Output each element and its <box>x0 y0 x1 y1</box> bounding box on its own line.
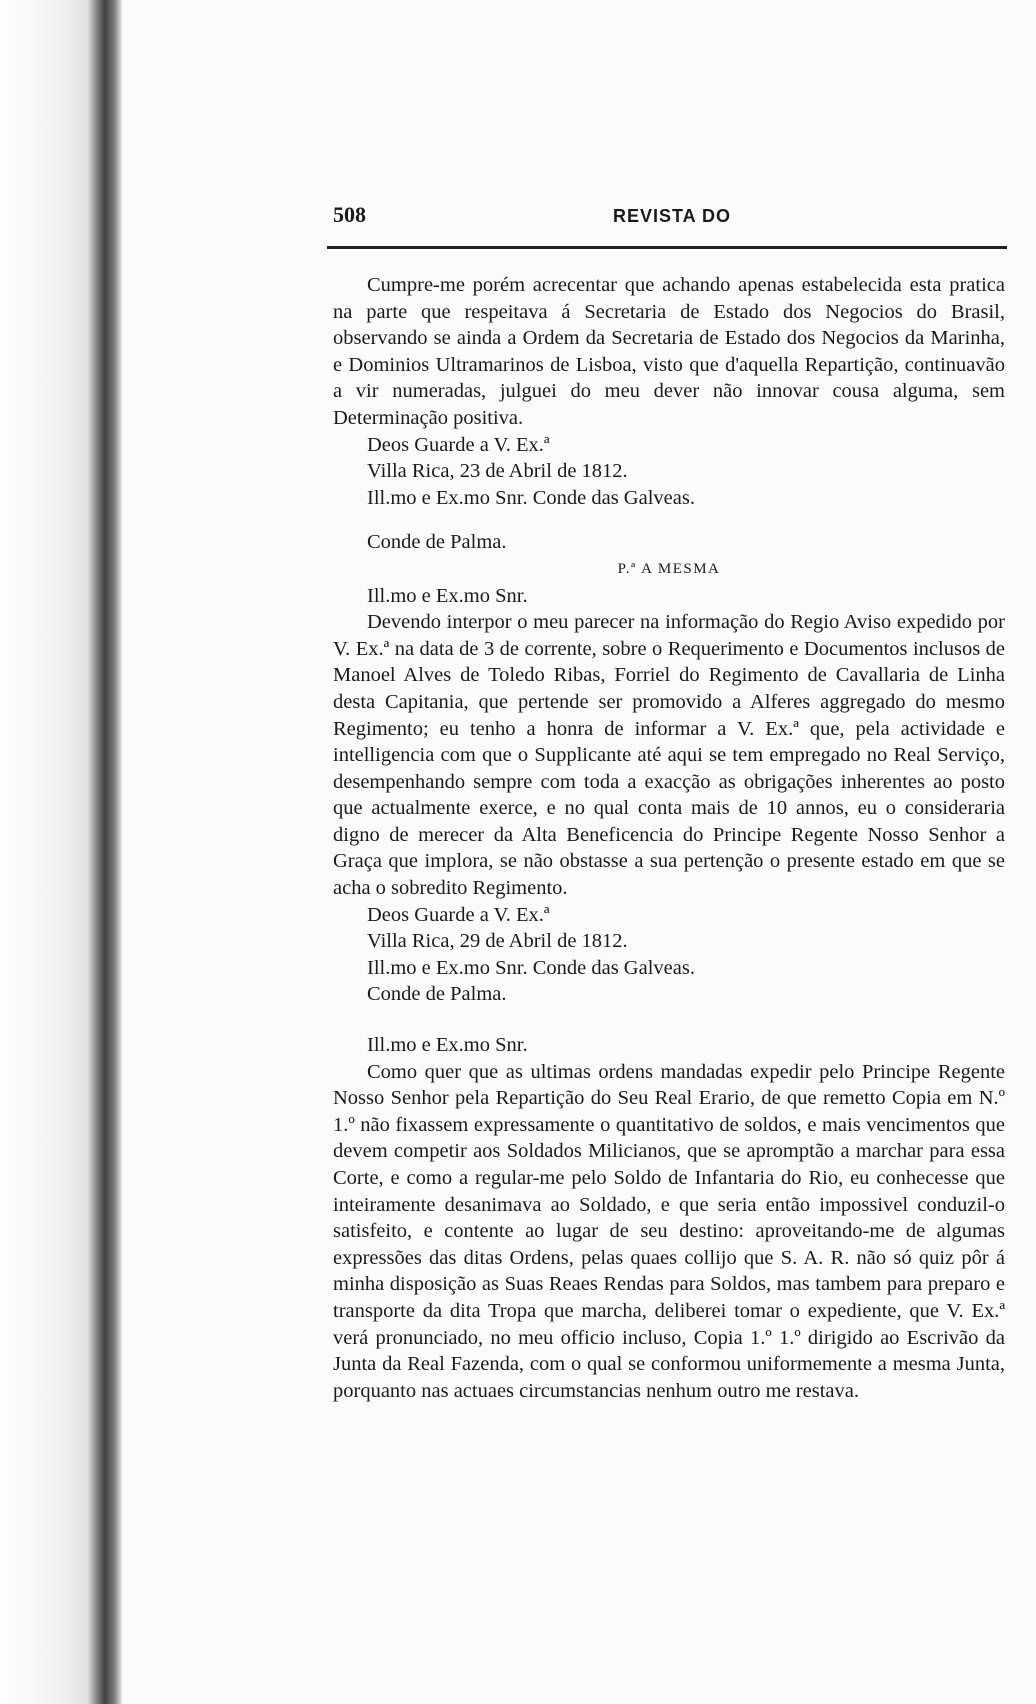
section-title: P.ª A MESMA <box>617 560 721 577</box>
header-rule <box>327 246 1007 249</box>
letter2-paragraph: Devendo interpor o meu parecer na informação do Regio Aviso expedido por V. Ex.ª na data de 3 de corrente, sobre o Requerimento e Documentos inclusos de Manoel Alves de Toledo Ribas, Forriel do Regimento de Cavallaria de Linha desta Capitania, que pertende ser promovido a Alferes aggregado do mesmo Regimento; eu tenho a honra de informar a V. Ex.ª que, pela actividade e intelligencia com que o Supplicante até aqui se tem empregado no Real Serviço, desempenhando sempre com toda a exacção as obrigações inherentes ao posto que actualmente exerce, e no qual conta mais de 10 annos, eu o consideraria digno de merecer da Alta Beneficencia do Principe Regente Nosso Senhor a Graça que implora, se não obstasse a sua pertenção o presente estado em que se acha o sobredito Regimento. <box>333 611 1005 900</box>
page-header <box>333 202 1003 242</box>
page-number: 508 <box>333 202 366 227</box>
letter2-salutation: Ill.mo e Ex.mo Snr. <box>367 584 528 607</box>
letter3-paragraph: Como quer que as ultimas ordens mandadas expedir pelo Principe Regente Nosso Senhor pela Repartição do Seu Real Erario, de que remetto Copia em N.º 1.º não fixassem expressamente o quantitativo de soldos, e mais vencimentos que devem competir aos Soldados Milicianos, que se apromptão a marchar para essa Corte, e como a regular-me pelo Soldo de Infantaria do Rio, eu conhecesse que inteiramente desanimava ao Soldado, e que seria então impossivel conduzil-o satisfeito, e contente ao lugar de seu destino: aproveitando-me de algumas expressões das ditas Ordens, pelas quaes collijo que S. A. R. não só quiz pôr á minha disposição as Suas Reaes Rendas para Soldos, mas tambem para preparo e transporte da dita Tropa que marcha, deliberei tomar o expediente, que V. Ex.ª verá pronunciado, no meu officio incluso, Copia 1.º 1.º dirigido ao Escrivão da Junta da Real Fazenda, com o qual se conformou uniformemente a mesma Junta, porquanto nas actuaes circumstancias nenhum outro me restava. <box>333 1060 1005 1402</box>
letter3-salutation: Ill.mo e Ex.mo Snr. <box>367 1034 528 1057</box>
letter1-paragraph: Cumpre-me porém acrecentar que achando apenas estabelecida esta pratica na parte que respeitava á Secretaria de Estado dos Negocios do Brasil, observando se ainda a Ordem da Secretaria de Estado dos Negocios da Marinha, e Dominios Ultramarinos de Lisboa, visto que d'aquella Repartição, continuavão a vir numeradas, julguei do meu dever não innovar cousa alguma, sem Determinação positiva. <box>333 274 1005 429</box>
letter2-place-date: Villa Rica, 29 de Abril de 1812. <box>367 930 628 953</box>
letter2-addressee: Ill.mo e Ex.mo Snr. Conde das Galveas. <box>367 956 695 979</box>
letter2-signature: Conde de Palma. <box>367 983 507 1006</box>
letter1-addressee: Ill.mo e Ex.mo Snr. Conde das Galveas. <box>367 486 695 509</box>
page-margin-left <box>0 0 88 1704</box>
letter1-closing: Deos Guarde a V. Ex.ª <box>367 433 550 456</box>
letter1-signature: Conde de Palma. <box>367 531 507 554</box>
body-text <box>333 272 1005 1404</box>
letter2-closing: Deos Guarde a V. Ex.ª <box>367 903 550 926</box>
running-head: REVISTA DO <box>613 206 732 226</box>
letter1-place-date: Villa Rica, 23 de Abril de 1812. <box>367 460 628 483</box>
binding-gutter <box>88 0 122 1704</box>
